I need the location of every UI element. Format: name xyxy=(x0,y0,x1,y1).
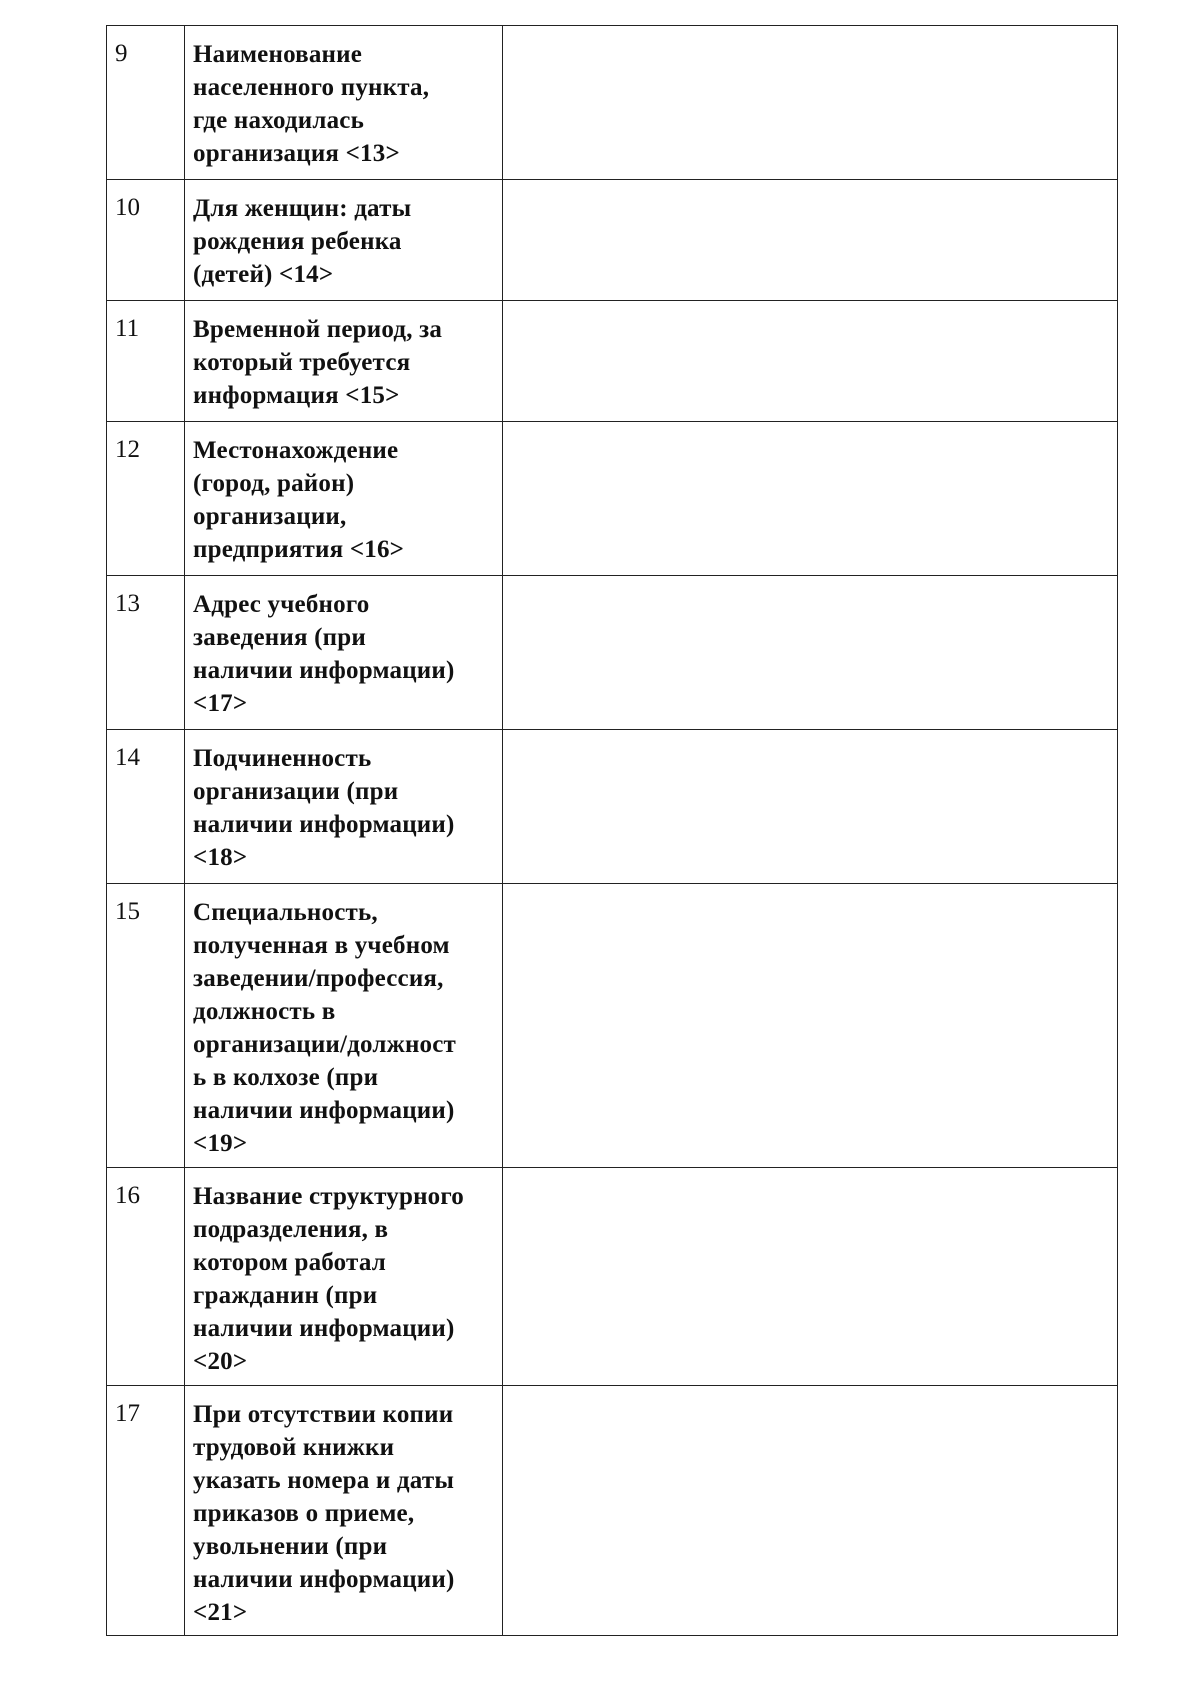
row-value-field[interactable] xyxy=(503,730,1118,884)
table-row xyxy=(107,422,1118,576)
label-line: наличии информации) xyxy=(193,1566,455,1593)
row-number: 9 xyxy=(107,26,185,180)
row-number: 15 xyxy=(107,884,185,1168)
row-number: 12 xyxy=(107,422,185,576)
label-line: рождения ребенка xyxy=(193,228,402,255)
row-number: 13 xyxy=(107,576,185,730)
table-row xyxy=(107,301,1118,422)
label-line: Наименование xyxy=(193,41,363,68)
label-line: заведении/профессия, xyxy=(193,965,444,992)
row-label xyxy=(185,422,503,576)
row-label xyxy=(185,1168,503,1386)
table-row xyxy=(107,576,1118,730)
label-line: где находилась xyxy=(193,107,365,134)
label-line: приказов о приеме, xyxy=(193,1500,415,1527)
label-line: <17> xyxy=(193,690,248,717)
label-line: Специальность, xyxy=(193,899,378,926)
label-line: Временной период, за xyxy=(193,316,443,343)
label-line: заведения (при xyxy=(193,624,366,651)
label-line: Местонахождение xyxy=(193,437,399,464)
label-line: трудовой книжки xyxy=(193,1434,395,1461)
row-value-field[interactable] xyxy=(503,301,1118,422)
row-number: 10 xyxy=(107,180,185,301)
label-line: ь в колхозе (при xyxy=(193,1064,379,1091)
table-row xyxy=(107,180,1118,301)
label-line: указать номера и даты xyxy=(193,1467,455,1494)
label-line: Для женщин: даты xyxy=(193,195,412,222)
label-line: организации (при xyxy=(193,778,399,805)
row-label xyxy=(185,884,503,1168)
label-line: Адрес учебного xyxy=(193,591,370,618)
label-line: наличии информации) xyxy=(193,1097,455,1124)
label-line: <18> xyxy=(193,844,248,871)
row-value-field[interactable] xyxy=(503,180,1118,301)
label-line: котором работал xyxy=(193,1249,386,1276)
row-label xyxy=(185,576,503,730)
label-line: подразделения, в xyxy=(193,1216,389,1243)
row-value-field[interactable] xyxy=(503,884,1118,1168)
table-row xyxy=(107,1168,1118,1386)
row-number: 16 xyxy=(107,1168,185,1386)
label-line: (детей) <14> xyxy=(193,261,334,288)
label-line: гражданин (при xyxy=(193,1282,378,1309)
label-line: наличии информации) xyxy=(193,657,455,684)
row-label xyxy=(185,26,503,180)
label-line: полученная в учебном xyxy=(193,932,450,959)
row-label xyxy=(185,1386,503,1636)
label-line: организация <13> xyxy=(193,140,400,167)
table-row xyxy=(107,730,1118,884)
label-line: организации, xyxy=(193,503,347,530)
table-row xyxy=(107,1386,1118,1636)
label-line: <21> xyxy=(193,1599,248,1626)
row-value-field[interactable] xyxy=(503,1168,1118,1386)
label-line: увольнении (при xyxy=(193,1533,388,1560)
label-line: При отсутствии копии xyxy=(193,1401,454,1428)
row-number: 11 xyxy=(107,301,185,422)
label-line: населенного пункта, xyxy=(193,74,430,101)
label-line: (город, район) xyxy=(193,470,355,497)
label-line: который требуется xyxy=(193,349,411,376)
label-line: предприятия <16> xyxy=(193,536,405,563)
row-value-field[interactable] xyxy=(503,576,1118,730)
label-line: наличии информации) xyxy=(193,811,455,838)
row-value-field[interactable] xyxy=(503,1386,1118,1636)
row-value-field[interactable] xyxy=(503,422,1118,576)
table-row xyxy=(107,26,1118,180)
label-line: должность в xyxy=(193,998,336,1025)
row-number: 14 xyxy=(107,730,185,884)
form-table xyxy=(106,25,1118,1636)
label-line: <20> xyxy=(193,1348,248,1375)
row-value-field[interactable] xyxy=(503,26,1118,180)
row-number: 17 xyxy=(107,1386,185,1636)
label-line: информация <15> xyxy=(193,382,400,409)
label-line: Подчиненность xyxy=(193,745,372,772)
label-line: <19> xyxy=(193,1130,248,1157)
label-line: наличии информации) xyxy=(193,1315,455,1342)
table-row xyxy=(107,884,1118,1168)
row-label xyxy=(185,301,503,422)
form-table-body xyxy=(107,26,1118,1636)
label-line: организации/должност xyxy=(193,1031,457,1058)
row-label xyxy=(185,730,503,884)
label-line: Название структурного xyxy=(193,1183,464,1210)
row-label xyxy=(185,180,503,301)
